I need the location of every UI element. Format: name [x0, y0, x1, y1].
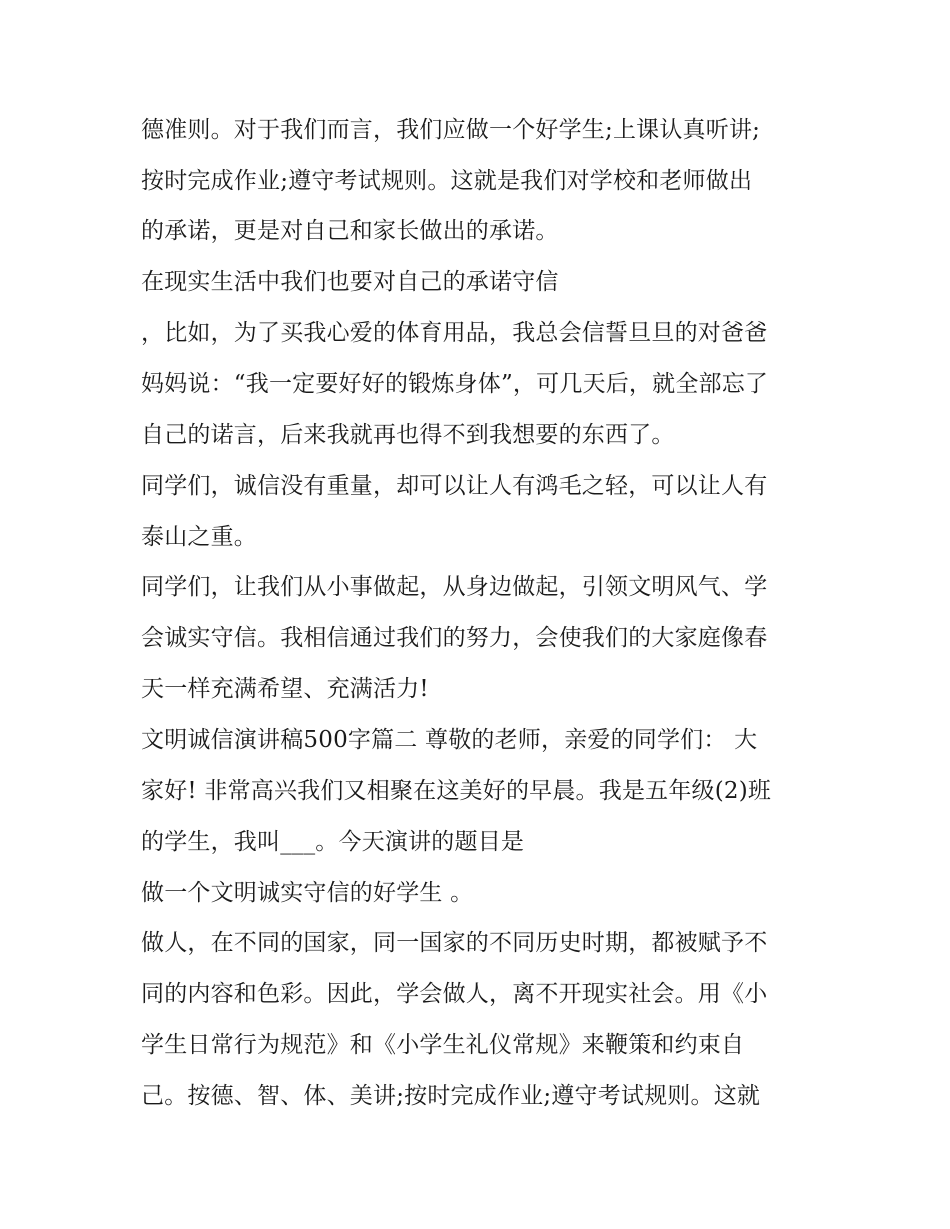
text-line: 家好! 非常高兴我们又相聚在这美好的早晨。我是五年级(2)班 [141, 778, 772, 804]
text-line: 的学生，我叫___。今天演讲的题目是 [141, 829, 525, 855]
text-line: 己。按德、智、体、美讲;按时完成作业;遵守考试规则。这就 [141, 1083, 761, 1109]
text-line: 自己的诺言，后来我就再也得不到我想要的东西了。 [141, 422, 675, 448]
text-line: 的承诺，更是对自己和家长做出的承诺。 [141, 218, 559, 244]
text-line: 天一样充满希望、充满活力! [141, 676, 429, 702]
text-line: 妈妈说：“我一定要好好的锻炼身体”，可几天后，就全部忘了 [141, 371, 769, 397]
text-line: 做人，在不同的国家，同一国家的不同历史时期，都被赋予不 [141, 930, 768, 956]
text-line: 按时完成作业;遵守考试规则。这就是我们对学校和老师做出 [141, 168, 753, 194]
text-line: 同学们，让我们从小事做起，从身边做起，引领文明风气、学 [141, 574, 768, 600]
text-line: 会诚实守信。我相信通过我们的努力，会使我们的大家庭像春 [141, 625, 768, 651]
text-line: ，比如，为了买我心爱的体育用品，我总会信誓旦旦的对爸爸 [141, 320, 768, 346]
text-line: 文明诚信演讲稿500字篇二 尊敬的老师，亲爱的同学们： 大 [141, 727, 758, 753]
text-line: 同的内容和色彩。因此，学会做人，离不开现实社会。用《小 [141, 981, 768, 1007]
text-line: 学生日常行为规范》和《小学生礼仪常规》来鞭策和约束自 [141, 1032, 745, 1058]
text-line: 泰山之重。 [141, 524, 257, 550]
text-line: 在现实生活中我们也要对自己的承诺守信 [141, 269, 559, 295]
text-line: 德准则。对于我们而言，我们应做一个好学生;上课认真听讲; [141, 117, 761, 143]
text-line: 同学们，诚信没有重量，却可以让人有鸿毛之轻，可以让人有 [141, 473, 768, 499]
text-line: 做一个文明诚实守信的好学生 。 [141, 880, 474, 906]
